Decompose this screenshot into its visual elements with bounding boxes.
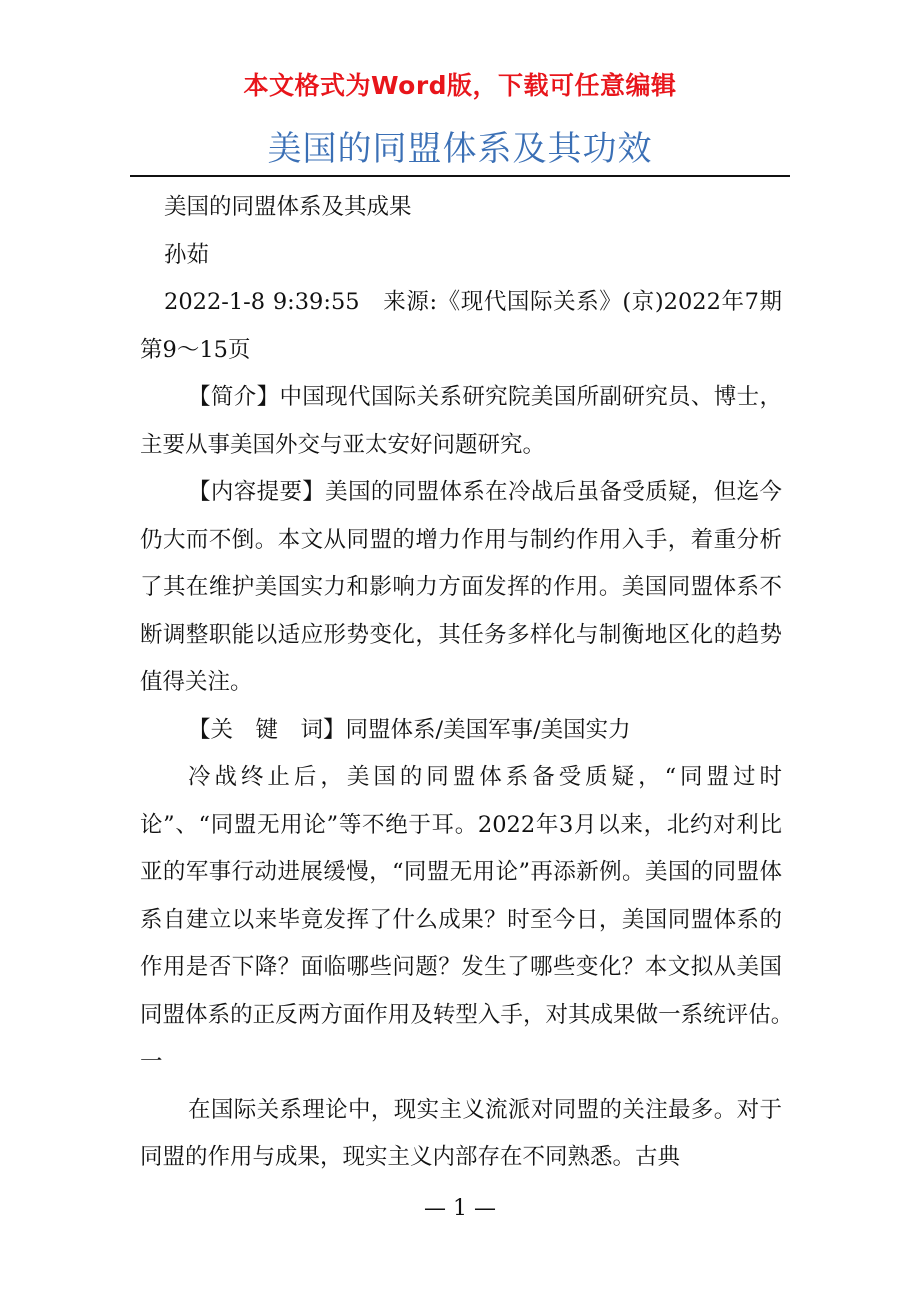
download-banner: 本文格式为Word版，下载可任意编辑 <box>243 71 677 100</box>
document-title: 美国的同盟体系及其功效 <box>267 129 653 169</box>
article-meta: 2022-1-8 9:39:55 来源:《现代国际关系》(京)2022年7期第9～15页 <box>140 289 782 363</box>
article-intro: 【简介】中国现代国际关系研究院美国所副研究员、博士，主要从事美国外交与亚太安好问题研究。 <box>140 384 782 458</box>
title-divider <box>130 175 790 177</box>
page-number: — 1 — <box>424 1196 496 1221</box>
document-body <box>140 184 828 1182</box>
article-abstract: 【内容提要】美国的同盟体系在冷战后虽备受质疑，但迄今仍大而不倒。本文从同盟的增力作用与制约作用入手，着重分析了其在维护美国实力和影响力方面发挥的作用。美国同盟体系不断调整职能以适应形势变化，其任务多样化与制衡地区化的趋势值得关注。 <box>140 479 782 695</box>
article-author: 孙茹 <box>164 241 210 268</box>
article-keywords: 【关 键 词】同盟体系/美国军事/美国实力 <box>188 716 631 743</box>
article-paragraph: 在国际关系理论中，现实主义流派对同盟的关注最多。对于同盟的作用与成果，现实主义内部存在不同熟悉。古典 <box>140 1096 782 1170</box>
article-paragraph: 冷战终止后，美国的同盟体系备受质疑，“同盟过时论”、“同盟无用论”等不绝于耳。2022年3月以来，北约对利比亚的军事行动进展缓慢，“同盟无用论”再添新例。美国的同盟体系自建立以来毕竟发挥了什么成果？时至今日，美国同盟体系的作用是否下降？面临哪些问题？发生了哪些变化？本文拟从美国同盟体系的正反两方面作用及转型入手，对其成果做一系统评估。 一 <box>140 764 828 1075</box>
article-subtitle: 美国的同盟体系及其成果 <box>164 194 412 220</box>
